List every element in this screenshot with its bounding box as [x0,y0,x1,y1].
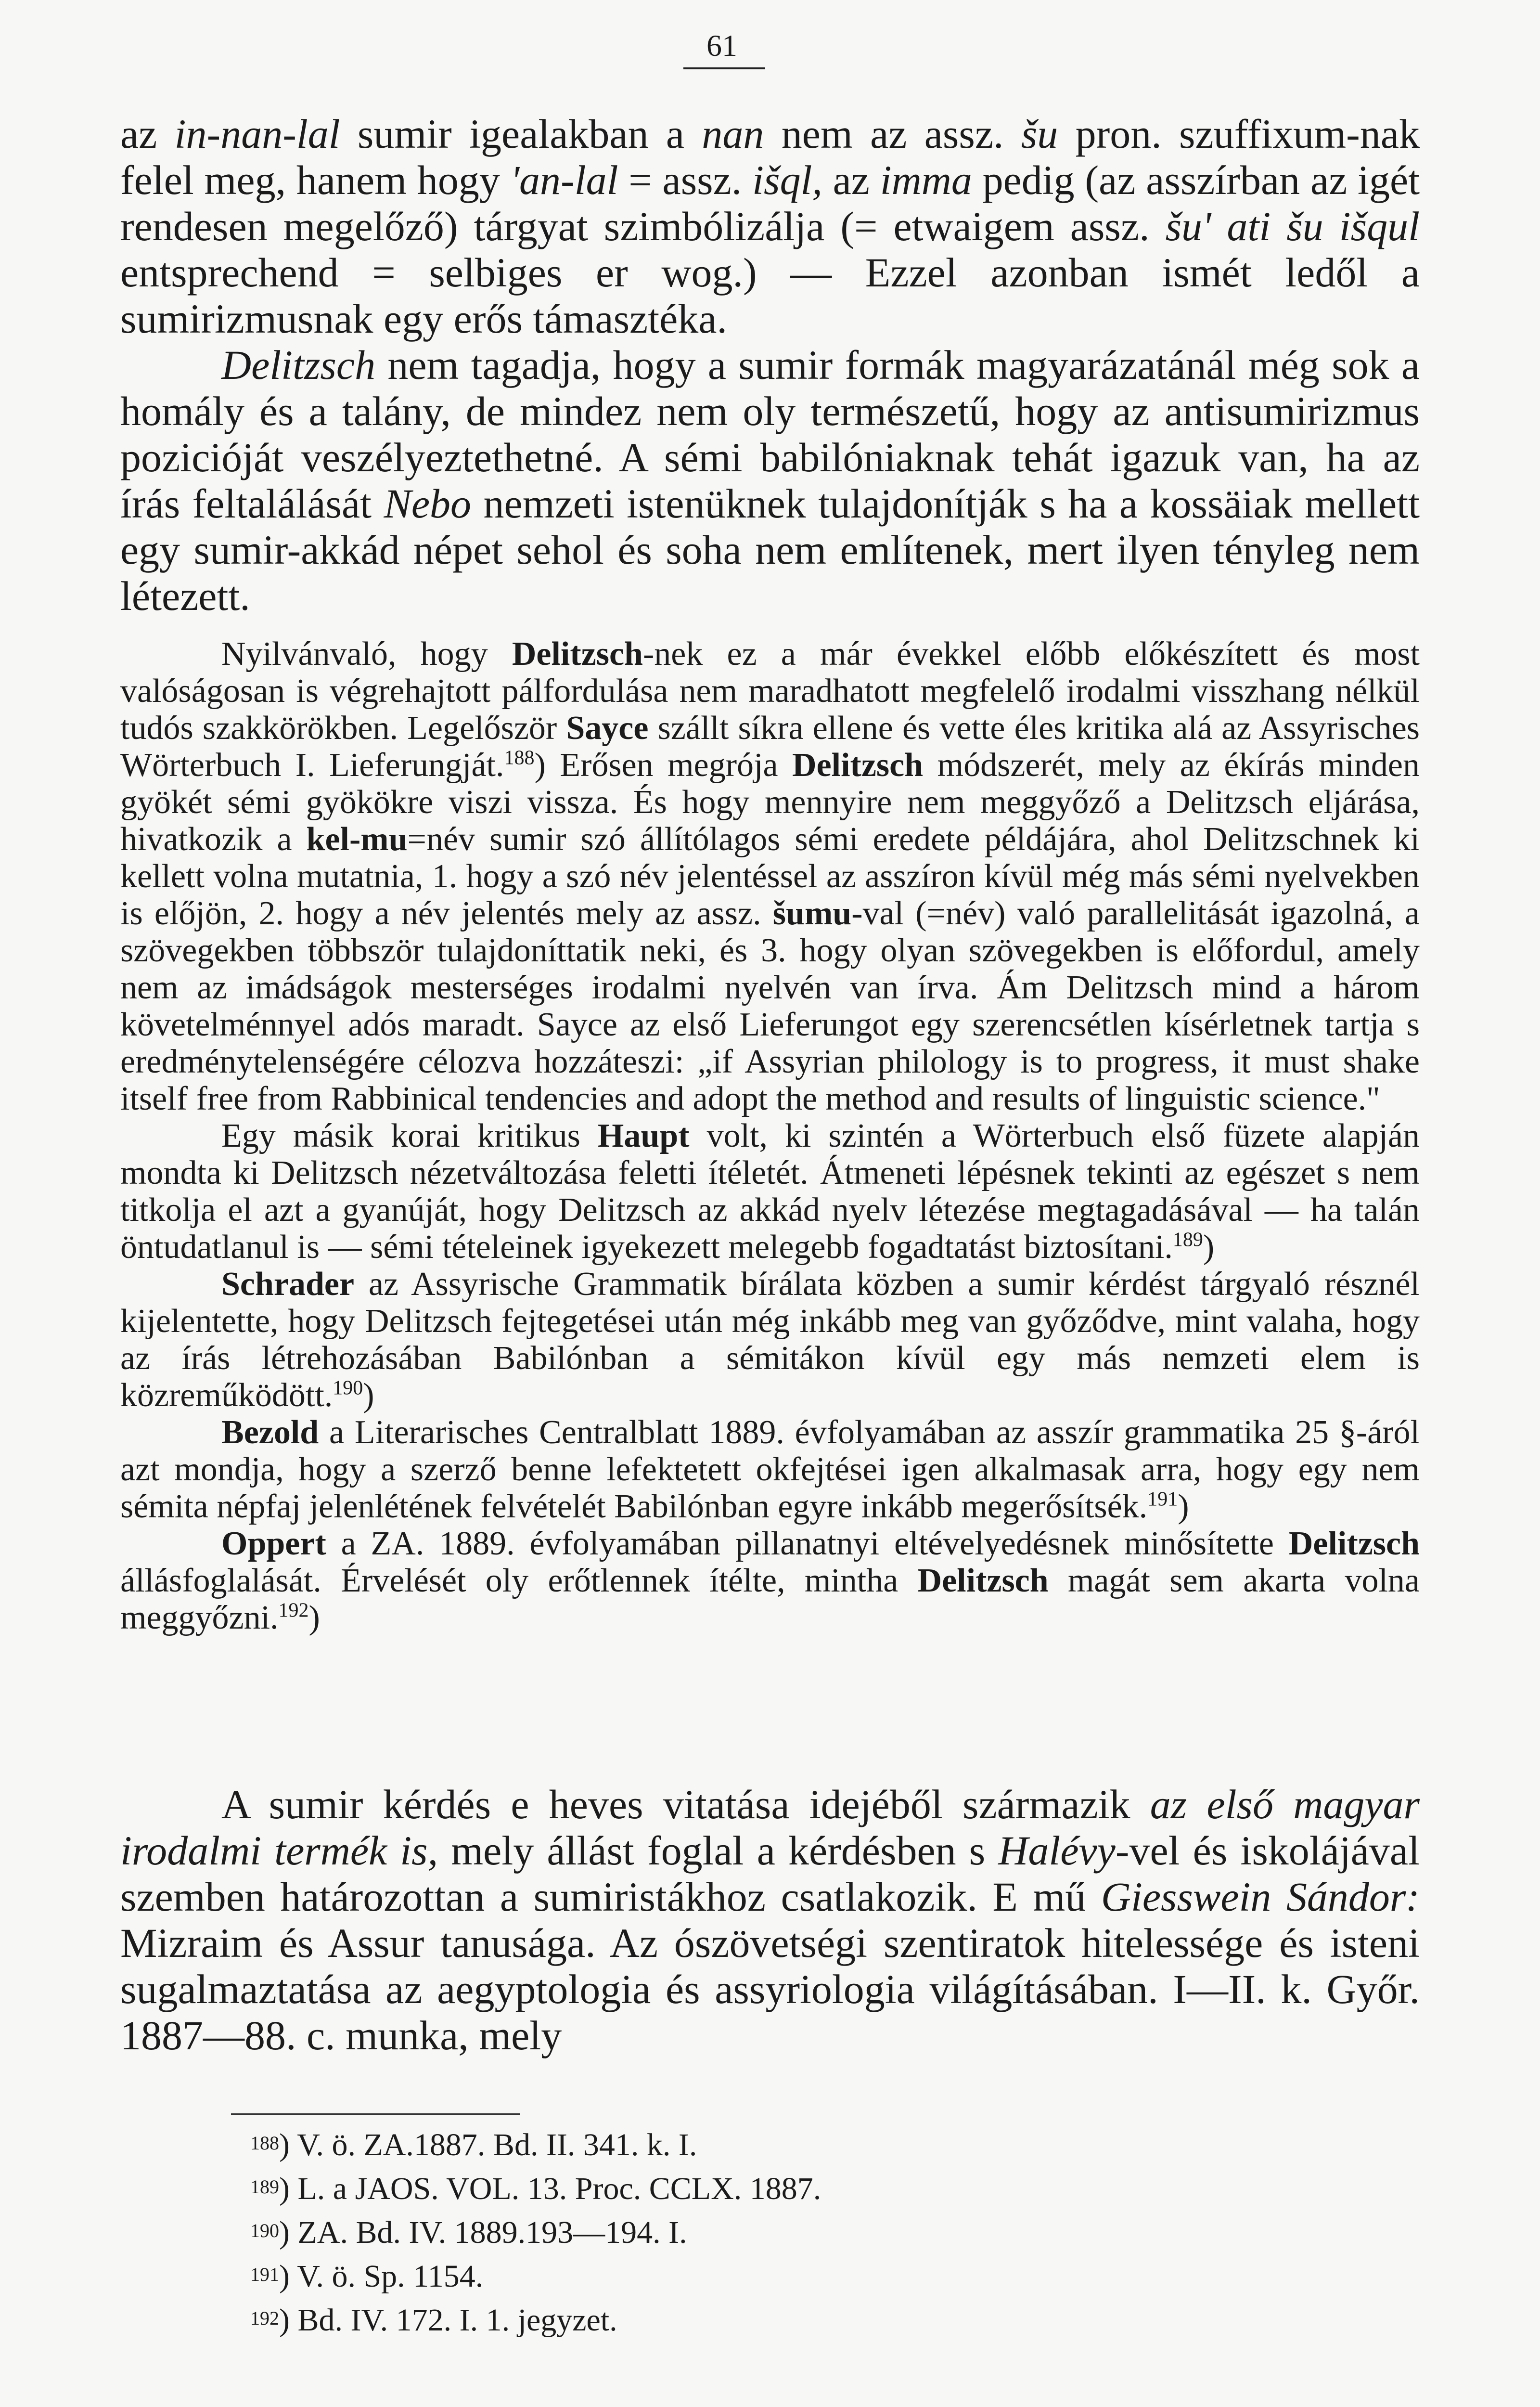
small-paragraph-schrader: Schrader az Assyrische Grammatik bírálata közben a sumir kérdést tárgyaló résznél kijelentette, hogy Delitzsch fejtegetései után még inkább meg van győződve, mint valaha, hogy az írás létrehozásában Babilónban a sémitákon kívül egy más nemzeti elem is közreműködött.$^{190}$) [120,1266,1420,1414]
paragraph-2: Delitzsch nem tagadja, hogy a sumir formák magyarázatánál még sok a homály és a talány, de mindez nem oly természetű, hogy az antisumirizmus pozicióját veszélyeztethetné. A sémi babilóniaknak tehát igazuk van, ha az írás feltalálását Nebo nemzeti istenüknek tulajdonítják s ha a kossäiak mellett egy sumir-akkád népet sehol és soha nem említenek, mert ilyen tényleg nem létezett. [120,342,1420,619]
footnote-separator [231,2113,520,2115]
small-paragraph-oppert: Oppert a ZA. 1889. évfolyamában pillanatnyi eltévelyedésnek minősítette Delitzsch állásfoglalását. Érvelését oly erőtlennek ítélte, mintha Delitzsch magát sem akarta volna meggyőzni.$^{192}$) [120,1525,1420,1636]
small-paragraph-bezold: Bezold a Literarisches Centralblatt 1889. évfolyamában az asszír grammatika 25 §-áról azt mondja, hogy a szerző benne lefektetett okfejtései igen alkalmasak arra, hogy egy nem sémita népfaj jelenlétének felvételét Babilónban egyre inkább megerősítsék.$^{191}$) [120,1414,1420,1525]
small-paragraph-haupt: Egy másik korai kritikus Haupt volt, ki szintén a Wörterbuch első füzete alapján mondta ki Delitzsch nézetváltozása feletti ítéletét. Átmeneti lépésnek tekinti az egészet s nem titkolja el azt a gyanúját, hogy Delitzsch az akkád nyelv létezése megtagadásával — ha talán öntudatlanul is — sémi tételeinek igyekezett melegebb fogadtatást biztosítani.$^{189}$) [120,1117,1420,1266]
footnote-189: $^{189}$) L. a JAOS. VOL. 13. Proc. CCLX. 1887. [250,2171,821,2206]
main-text-bottom [120,1781,1420,2058]
footnote-191: $^{191}$) V. ö. Sp. 1154. [250,2259,484,2294]
small-paragraph-sayce: Nyilvánvaló, hogy Delitzsch-nek ez a már évekkel előbb előkészített és most valóságosan is végrehajtott pálfordulása nem maradhatott megfelelő irodalmi visszhang nélkül tudós szakkörökben. Legelőször Sayce szállt síkra ellene és vette éles kritika alá az Assyrisches Wörterbuch I. Lieferungját.$^{188}$) Erősen megrója Delitzsch módszerét, mely az ékírás minden gyökét sémi gyökökre viszi vissza. És hogy mennyire nem meggyőző a Delitzsch eljárása, hivatkozik a kel-mu=név sumir szó állítólagos sémi eredete példájára, ahol Delitzschnek ki kellett volna mutatnia, 1. hogy a szó név jelentéssel az asszíron kívül még más sémi nyelvekben is előjön, 2. hogy a név jelentés mely az assz. šumu-val (=név) való parallelitását igazolná, a szövegekben többször tulajdoníttatik neki, és 3. hogy olyan szövegekben is előfordul, amely nem az imádságok mesterséges irodalmi nyelvén van írva. Ám Delitzsch mind a három követelménnyel adós maradt. Sayce az első Lieferungot egy szerencsétlen kísérletnek tartja s eredménytelenségére célozva hozzáteszi: „if Assyrian philology is to progress, it must shake itself free from Rabbinical tendencies and adopt the method and results of linguistic science." [120,635,1420,1117]
footnote-190: $^{190}$) ZA. Bd. IV. 1889.193—194. I. [250,2215,687,2250]
footnote-ref-189[interactable]: 189 [1172,1229,1203,1251]
paragraph-3: A sumir kérdés e heves vitatása idejéből származik az első magyar irodalmi termék is, mely állást foglal a kérdésben s Halévy-vel és iskolájával szemben határozottan a sumiristákhoz csatlakozik. E mű Giesswein Sándor: Mizraim és Assur tanusága. Az ószövetségi szentiratok hitelessége és isteni sugalmaztatása az aegyptologia és assyriologia világításában. I—II. k. Győr. 1887—88. c. munka, mely [120,1781,1420,2058]
footnote-ref-188[interactable]: 188 [504,747,535,769]
main-text-top [120,111,1420,619]
paragraph-1: az in-nan-lal sumir igealakban a nan nem az assz. šu pron. szuffixum-nak felel meg, hanem hogy 'an-lal = assz. išql, az imma pedig (az asszírban az igét rendesen megelőző) tárgyat szimbólizálja (= etwaigem assz. šu' ati šu išqul entsprechend = selbiges er wog.) — Ezzel azonban ismét ledől a sumirizmusnak egy erős támasztéka. [120,111,1420,342]
footnote-192: $^{192}$) Bd. IV. 172. I. 1. jegyzet. [250,2303,617,2338]
page-number-underline [683,67,765,69]
footnote-188: $^{188}$) V. ö. ZA.1887. Bd. II. 341. k. I. [250,2127,697,2162]
footnote-ref-190[interactable]: 190 [333,1377,363,1399]
page-number: 61 [706,28,737,63]
footnote-ref-192[interactable]: 192 [278,1599,309,1622]
footnotes [250,2123,1357,2342]
small-print-section [120,635,1420,1636]
footnote-ref-191[interactable]: 191 [1147,1488,1178,1511]
